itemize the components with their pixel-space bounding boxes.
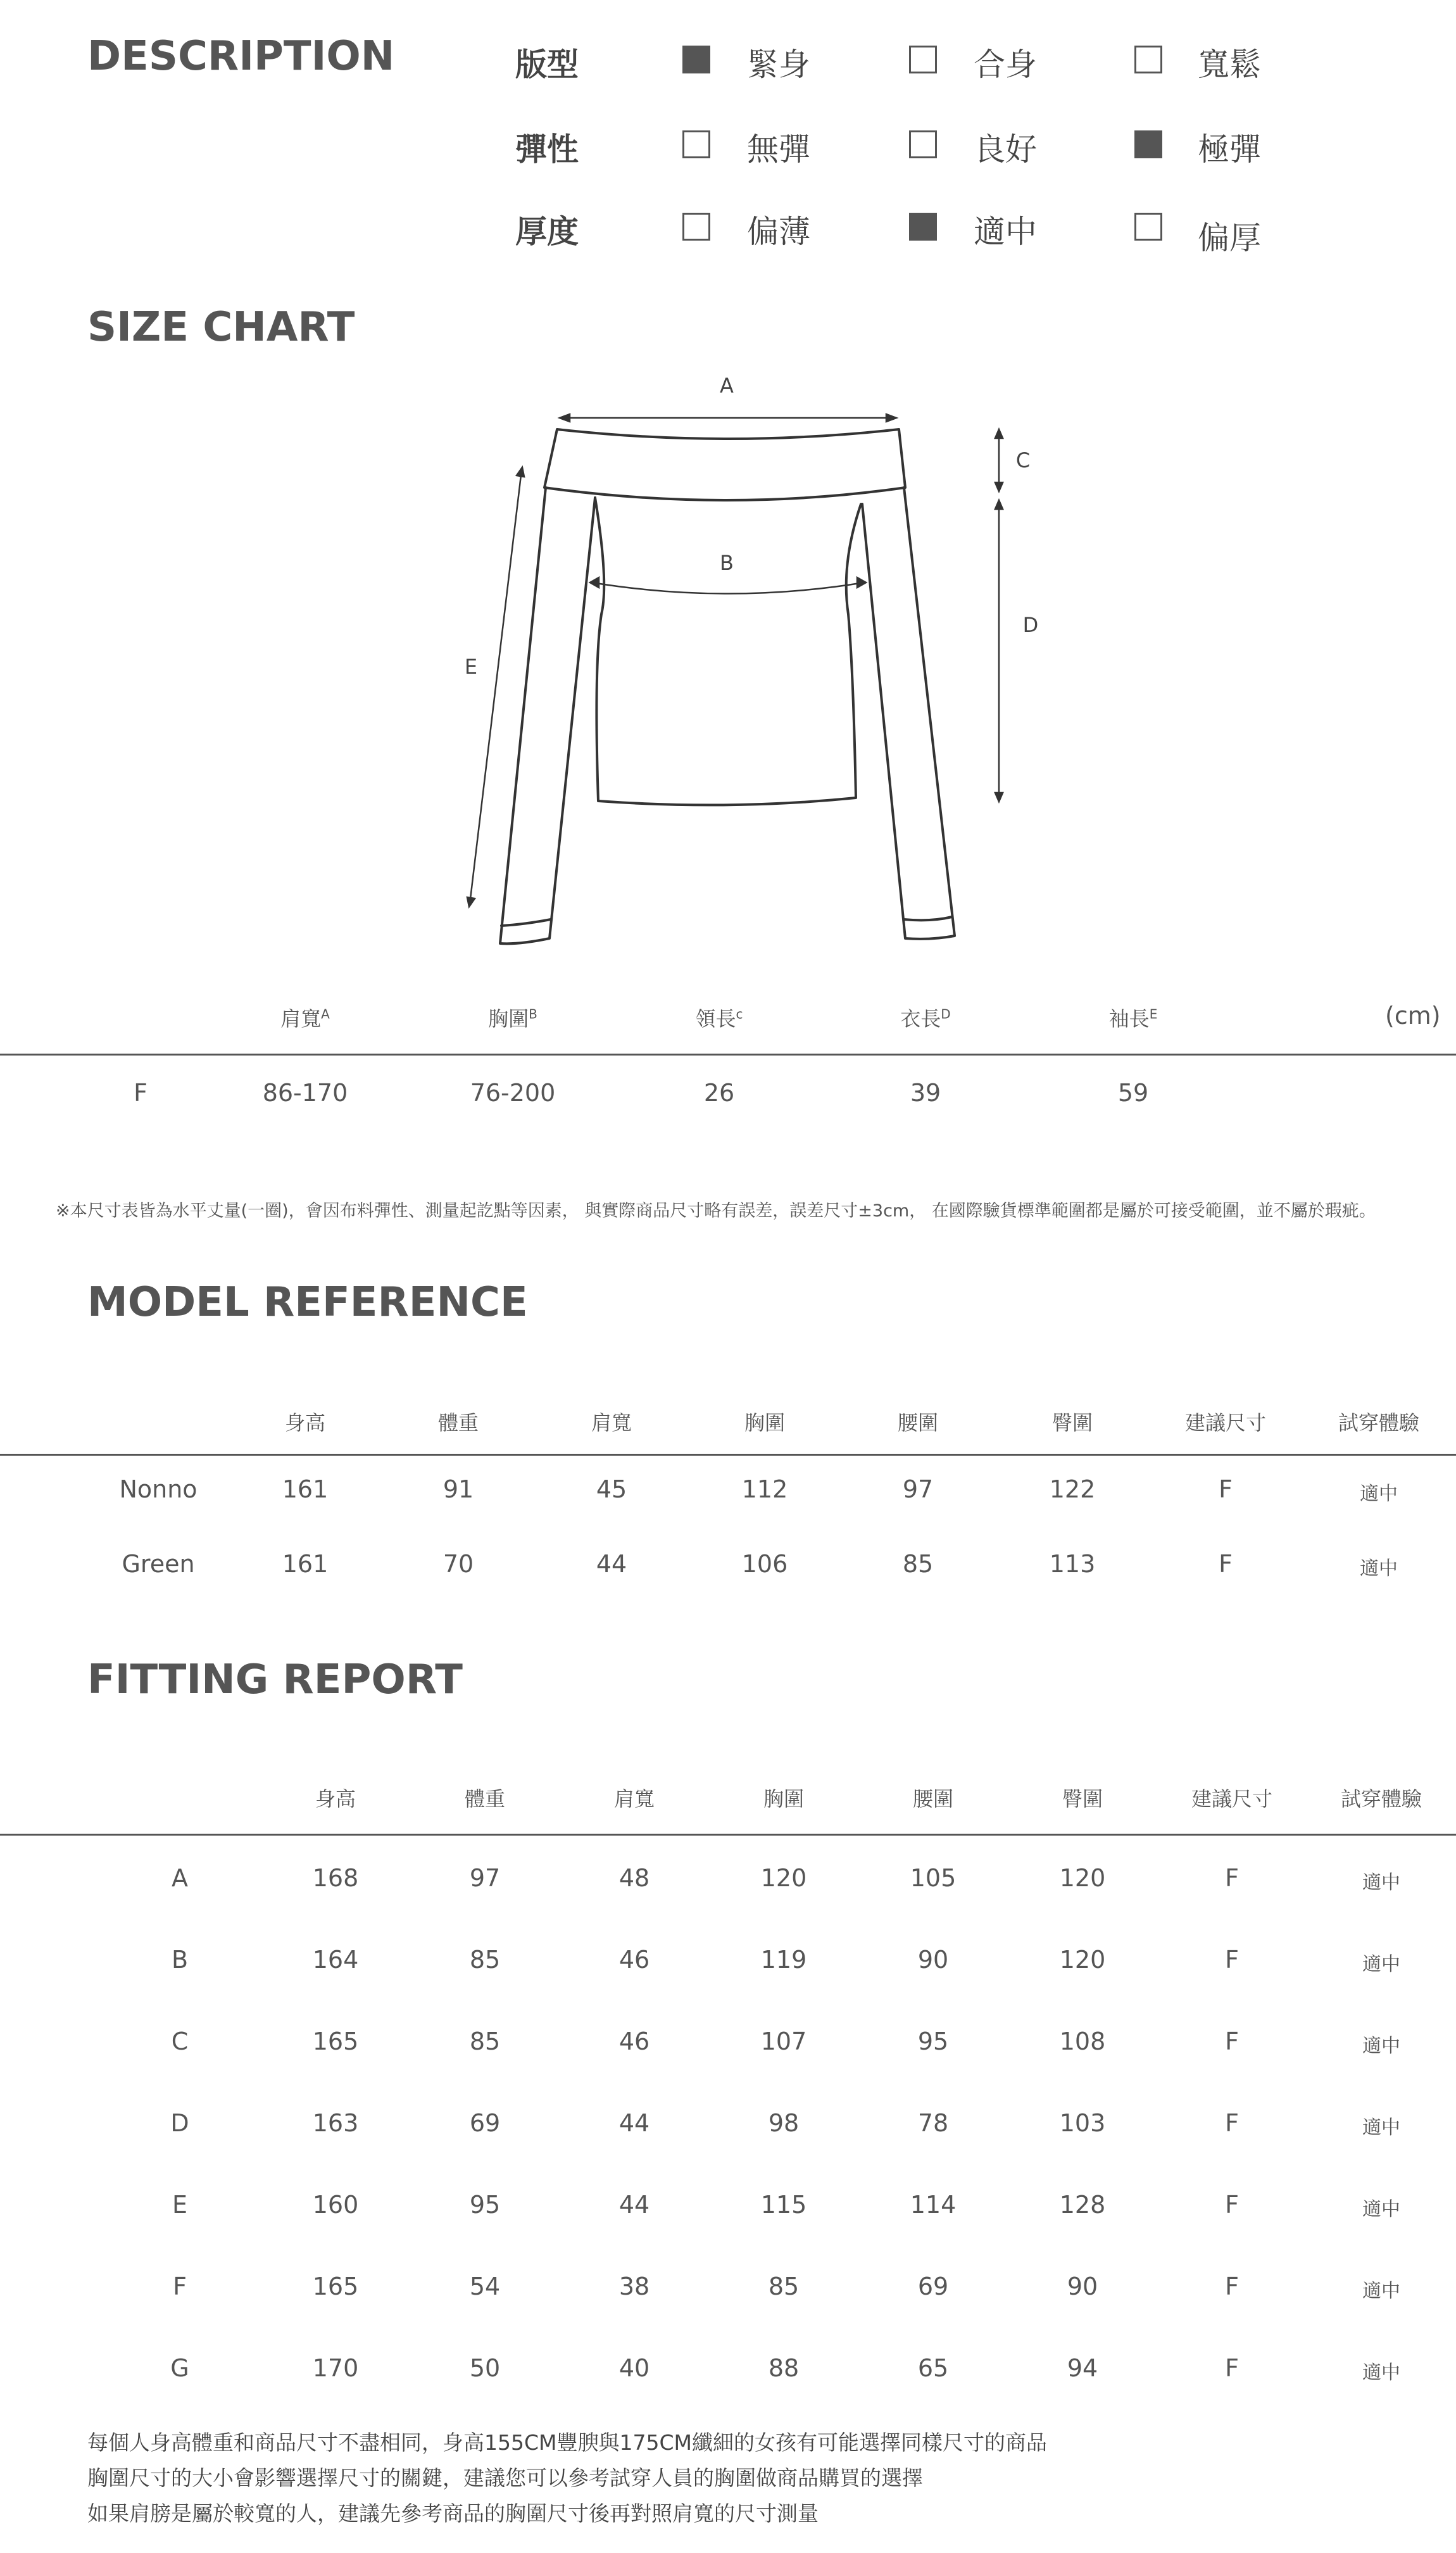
size-chart-title: SIZE CHART xyxy=(87,304,355,351)
fitting-cell: 164 xyxy=(312,1946,359,1974)
fitting-cell: F xyxy=(1225,1864,1239,1892)
fitting-row-label: B xyxy=(171,1946,189,1974)
fitting-header: 身高 xyxy=(315,1787,356,1811)
fitting-cell: 88 xyxy=(768,2354,800,2382)
fitting-cell: F xyxy=(1225,2354,1239,2382)
fitting-cell: 98 xyxy=(768,2109,800,2137)
fitting-cell: 適中 xyxy=(1362,2280,1400,2302)
fitting-cell: 適中 xyxy=(1362,1872,1400,1894)
option-checkbox xyxy=(909,46,937,73)
model-cell: 112 xyxy=(741,1475,788,1503)
attr-label-thickness: 厚度 xyxy=(515,213,579,250)
fitting-cell: 120 xyxy=(760,1864,807,1892)
model-row-label: Nonno xyxy=(119,1475,198,1503)
option-label: 適中 xyxy=(974,213,1037,250)
model-cell: 161 xyxy=(282,1475,329,1503)
option-checkbox xyxy=(909,213,937,241)
fitting-cell: 38 xyxy=(618,2272,650,2300)
model-header: 肩寬 xyxy=(591,1411,632,1435)
footer-notes xyxy=(87,2425,1047,2531)
option-checkbox xyxy=(1134,130,1162,158)
option-label: 合身 xyxy=(974,46,1037,83)
model-cell: 113 xyxy=(1049,1550,1096,1578)
fitting-header: 試穿體驗 xyxy=(1340,1787,1422,1811)
dim-label-c: C xyxy=(1015,448,1031,472)
model-cell: 161 xyxy=(282,1550,329,1578)
fitting-cell: 168 xyxy=(312,1864,359,1892)
model-header: 腰圍 xyxy=(897,1411,938,1435)
fitting-cell: 165 xyxy=(312,2272,359,2300)
fitting-cell: 44 xyxy=(618,2191,650,2219)
fitting-cell: 119 xyxy=(760,1946,807,1974)
model-cell: 122 xyxy=(1049,1475,1096,1503)
fitting-cell: 適中 xyxy=(1362,2117,1400,2139)
size-header-shoulder: 肩寬$^A$ xyxy=(280,1006,330,1031)
fitting-row-label: D xyxy=(170,2109,189,2137)
model-cell: 97 xyxy=(902,1475,934,1503)
fitting-cell: 50 xyxy=(469,2354,501,2382)
fitting-cell: 69 xyxy=(917,2272,949,2300)
fitting-cell: 40 xyxy=(618,2354,650,2382)
fitting-cell: 69 xyxy=(469,2109,501,2137)
fitting-cell: 46 xyxy=(618,2027,650,2055)
option-label: 緊身 xyxy=(747,46,810,83)
model-cell: 45 xyxy=(596,1475,627,1503)
size-value: 39 xyxy=(910,1079,941,1107)
footer-line: 如果肩膀是屬於較寬的人，建議先參考商品的胸圍尺寸後再對照肩寬的尺寸測量 xyxy=(87,2501,819,2526)
fitting-cell: 165 xyxy=(312,2027,359,2055)
model-header: 體重 xyxy=(437,1411,479,1435)
model-cell: 70 xyxy=(442,1550,474,1578)
fitting-cell: 65 xyxy=(917,2354,949,2382)
fitting-row-label: F xyxy=(173,2272,187,2300)
attr-label-elasticity: 彈性 xyxy=(515,131,579,168)
dim-label-e: E xyxy=(464,655,478,679)
option-checkbox xyxy=(682,130,710,158)
fitting-cell: 46 xyxy=(618,1946,650,1974)
model-header: 胸圍 xyxy=(744,1411,785,1435)
option-checkbox xyxy=(682,213,710,241)
fitting-cell: 54 xyxy=(469,2272,501,2300)
option-checkbox xyxy=(1134,46,1162,73)
option-checkbox xyxy=(682,46,710,73)
option-checkbox xyxy=(1134,213,1162,241)
fitting-header: 腰圍 xyxy=(912,1787,953,1811)
fitting-cell: 48 xyxy=(618,1864,650,1892)
fitting-cell: 85 xyxy=(768,2272,800,2300)
fitting-cell: 適中 xyxy=(1362,2362,1400,2384)
option-label: 極彈 xyxy=(1198,131,1261,168)
dim-label-b: B xyxy=(720,551,734,575)
fitting-cell: F xyxy=(1225,2027,1239,2055)
fitting-cell: 107 xyxy=(760,2027,807,2055)
fitting-cell: 160 xyxy=(312,2191,359,2219)
fitting-cell: 95 xyxy=(917,2027,949,2055)
model-cell: 106 xyxy=(741,1550,788,1578)
model-cell: 85 xyxy=(902,1550,934,1578)
fitting-cell: 85 xyxy=(469,1946,501,1974)
fitting-cell: 114 xyxy=(910,2191,957,2219)
fitting-cell: 95 xyxy=(469,2191,501,2219)
size-value: 76-200 xyxy=(470,1079,556,1107)
option-label: 偏薄 xyxy=(747,213,810,250)
fitting-header: 肩寬 xyxy=(613,1787,655,1811)
fitting-cell: 適中 xyxy=(1362,1953,1400,1976)
fitting-header: 胸圍 xyxy=(763,1787,804,1811)
fitting-report-title: FITTING REPORT xyxy=(87,1656,463,1703)
model-row-label: Green xyxy=(122,1550,195,1578)
model-header: 試穿體驗 xyxy=(1338,1411,1419,1435)
size-row-label: F xyxy=(134,1079,147,1107)
fitting-row-label: E xyxy=(172,2191,187,2219)
fitting-table-divider xyxy=(0,1834,1456,1836)
fitting-cell: F xyxy=(1225,1946,1239,1974)
size-value: 59 xyxy=(1117,1079,1149,1107)
dim-label-a: A xyxy=(720,374,734,398)
fitting-cell: 94 xyxy=(1067,2354,1098,2382)
model-cell: 適中 xyxy=(1360,1558,1398,1580)
fitting-cell: 115 xyxy=(760,2191,807,2219)
description-title: DESCRIPTION xyxy=(87,33,395,80)
model-header: 身高 xyxy=(284,1411,325,1435)
footer-line: 每個人身高體重和商品尺寸不盡相同，身高155CM豐腴與175CM纖細的女孩有可能選擇同樣尺寸的商品 xyxy=(87,2430,1048,2455)
fitting-header: 體重 xyxy=(464,1787,505,1811)
model-cell: F xyxy=(1219,1550,1233,1578)
fitting-cell: 適中 xyxy=(1362,2198,1400,2221)
model-cell: 91 xyxy=(442,1475,474,1503)
size-note: ※本尺寸表皆為水平丈量(一圈)，會因布料彈性、測量起訖點等因素， 與實際商品尺寸略有誤差，誤差尺寸±3cm， 在國際驗貨標準範圍都是屬於可接受範圍，並不屬於瑕疵。 xyxy=(56,1201,1376,1221)
model-cell: F xyxy=(1219,1475,1233,1503)
fitting-cell: 108 xyxy=(1059,2027,1106,2055)
fitting-cell: 85 xyxy=(469,2027,501,2055)
attr-label-fit: 版型 xyxy=(515,46,579,83)
fitting-header: 建議尺寸 xyxy=(1191,1787,1272,1811)
garment-diagram xyxy=(443,374,1051,956)
dim-label-d: D xyxy=(1022,613,1039,637)
fitting-cell: 97 xyxy=(469,1864,501,1892)
footer-line: 胸圍尺寸的大小會影響選擇尺寸的關鍵，建議您可以參考試穿人員的胸圍做商品購買的選擇 xyxy=(87,2466,923,2490)
fitting-cell: 103 xyxy=(1059,2109,1106,2137)
fitting-cell: 128 xyxy=(1059,2191,1106,2219)
fitting-cell: 120 xyxy=(1059,1864,1106,1892)
model-header: 臀圍 xyxy=(1051,1411,1093,1435)
model-cell: 44 xyxy=(596,1550,627,1578)
fitting-cell: 90 xyxy=(1067,2272,1098,2300)
option-label: 寬鬆 xyxy=(1198,46,1261,83)
size-value: 86-170 xyxy=(262,1079,348,1107)
fitting-cell: 163 xyxy=(312,2109,359,2137)
size-header-bust: 胸圍$^B$ xyxy=(488,1006,537,1031)
size-unit: (cm) xyxy=(1385,1002,1441,1030)
fitting-cell: 78 xyxy=(917,2109,949,2137)
model-cell: 適中 xyxy=(1360,1483,1398,1505)
fitting-cell: 120 xyxy=(1059,1946,1106,1974)
fitting-cell: F xyxy=(1225,2191,1239,2219)
fitting-header: 臀圍 xyxy=(1062,1787,1103,1811)
option-label: 無彈 xyxy=(747,131,810,168)
fitting-cell: 90 xyxy=(917,1946,949,1974)
size-header-length: 衣長$^D$ xyxy=(900,1006,951,1031)
model-table-divider xyxy=(0,1454,1456,1456)
model-header: 建議尺寸 xyxy=(1184,1411,1266,1435)
size-value: 26 xyxy=(703,1079,735,1107)
fitting-cell: 105 xyxy=(910,1864,957,1892)
size-header-sleeve: 袖長$^E$ xyxy=(1108,1006,1158,1031)
fitting-row-label: A xyxy=(172,1864,188,1892)
fitting-cell: 適中 xyxy=(1362,2035,1400,2057)
fitting-cell: F xyxy=(1225,2109,1239,2137)
size-table-divider xyxy=(0,1054,1456,1056)
fitting-cell: 170 xyxy=(312,2354,359,2382)
option-label: 偏厚 xyxy=(1198,220,1261,256)
size-header-neck: 領長$^c$ xyxy=(695,1006,743,1031)
fitting-cell: 44 xyxy=(618,2109,650,2137)
model-reference-title: MODEL REFERENCE xyxy=(87,1279,528,1326)
option-label: 良好 xyxy=(974,131,1037,168)
fitting-row-label: G xyxy=(170,2354,189,2382)
option-checkbox xyxy=(909,130,937,158)
fitting-row-label: C xyxy=(171,2027,189,2055)
fitting-cell: F xyxy=(1225,2272,1239,2300)
